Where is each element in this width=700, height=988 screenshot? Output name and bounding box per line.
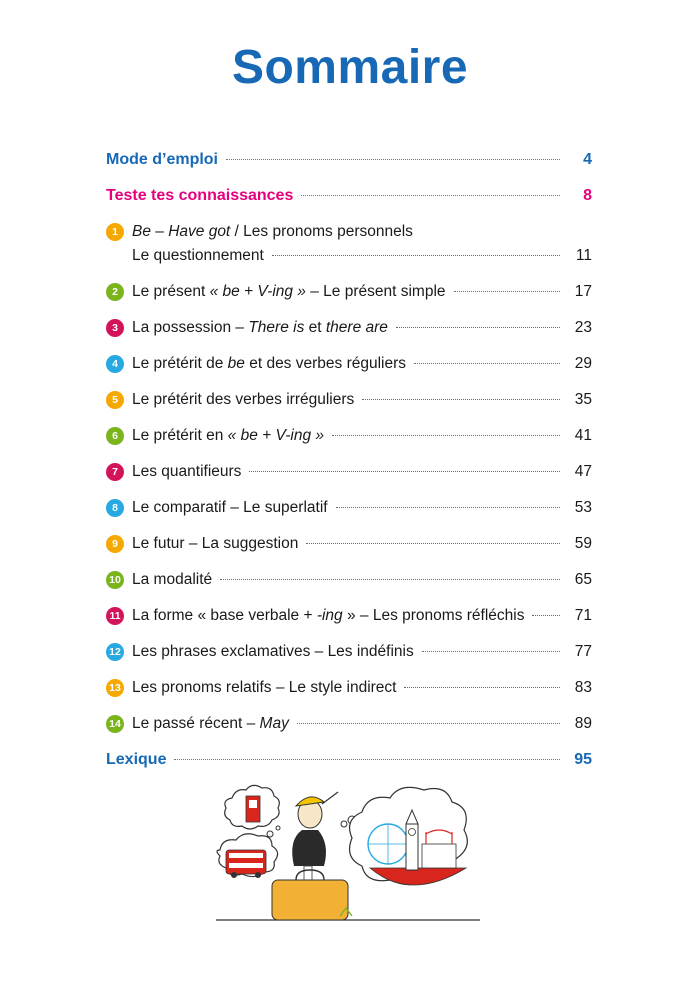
bus-window-lower [229,863,263,868]
label-part: La possession – [132,319,249,336]
thought-dot [267,831,273,837]
leader-dots [174,759,560,760]
toc-entry-chapter-2[interactable] [106,278,592,314]
toc-page: 41 [574,427,592,444]
toc-entry-chapter-10[interactable] [106,566,592,602]
toc-page: 11 [575,247,592,264]
toc-page: 8 [583,187,592,204]
toc-entry-lexique[interactable] [106,746,592,782]
toc-label: La modalité [132,571,213,588]
toc-label-line2: Le questionnement [132,247,264,264]
leader-dots [306,543,560,544]
toc-label-line2-row [132,242,592,278]
toc-label [132,710,289,738]
toc-entry-chapter-8[interactable] [106,494,592,530]
label-part: Have got [168,223,231,240]
toc-page: 23 [574,319,592,336]
leader-dots [414,363,560,364]
label-part: Le présent [132,283,210,300]
toc-entry-chapter-4[interactable] [106,350,592,386]
toc-entry-chapter-7[interactable] [106,458,592,494]
label-part: La forme « base verbale + [132,607,317,624]
toc-entry-teste[interactable] [106,182,592,218]
leader-dots [249,471,560,472]
toc-page: 47 [574,463,592,480]
label-part: Le prétérit en [132,427,228,444]
toc-entry-chapter-6[interactable] [106,422,592,458]
label-part: et des verbes réguliers [244,355,407,372]
leader-dots [297,723,560,724]
london-base [370,868,466,885]
label-part: et [304,319,326,336]
toc-entry-mode-emploi[interactable] [106,146,592,182]
label-part: « be + V-ing » [209,283,306,300]
toc-label: Les quantifieurs [132,463,242,480]
thought-dot [276,826,280,830]
label-part: -ing [316,607,343,624]
toc-label [132,278,446,306]
leader-dots [422,651,560,652]
big-ben-clock [409,829,416,836]
label-part: Be [132,223,151,240]
leader-dots [226,159,560,160]
toc-page: 71 [574,607,592,624]
toc-label: Les pronoms relatifs – Le style indirect [132,679,397,696]
chapter-badge: 1 [106,223,124,241]
leader-dots [396,327,560,328]
chapter-badge: 6 [106,427,124,445]
chapter-badge: 3 [106,319,124,337]
leader-dots [272,255,560,256]
toc-label: Les phrases exclamatives – Les indéfinis [132,643,414,660]
toc-label [132,602,524,630]
toc-entry-chapter-11[interactable] [106,602,592,638]
chapter-badge: 7 [106,463,124,481]
page-title: Sommaire [231,41,469,94]
label-part: May [259,715,289,732]
toc-label: Le comparatif – Le superlatif [132,499,328,516]
toc-page: 95 [574,751,592,768]
chapter-badge: 2 [106,283,124,301]
london-traveler-illustration [212,784,482,926]
chapter-badge: 14 [106,715,124,733]
toc-entry-chapter-3[interactable] [106,314,592,350]
toc-entry-chapter-12[interactable] [106,638,592,674]
leader-dots [362,399,560,400]
toc-label: Le futur – La suggestion [132,535,299,552]
toc-label [132,350,406,378]
parliament-icon [422,844,456,868]
bus-window-upper [229,853,263,858]
phone-box-window [249,800,257,808]
phone-box-icon [246,796,260,822]
suitcase [272,880,348,920]
leader-dots [454,291,560,292]
toc-page: 17 [574,283,592,300]
cap-brim [322,792,338,804]
chapter-badge: 11 [106,607,124,625]
toc-page: 65 [574,571,592,588]
chapter-badge: 12 [106,643,124,661]
toc-label: Le prétérit des verbes irréguliers [132,391,355,408]
toc-label: Lexique [106,751,167,768]
toc-page: 35 [574,391,592,408]
toc-label: Mode d’emploi [106,151,218,168]
leader-dots [336,507,560,508]
toc-entry-chapter-5[interactable] [106,386,592,422]
toc-entry-chapter-13[interactable] [106,674,592,710]
chapter-badge: 9 [106,535,124,553]
label-part: Le prétérit de [132,355,228,372]
leader-dots [404,687,560,688]
bus-wheel [255,872,261,878]
label-part: – Le présent simple [305,283,446,300]
chapter-badge: 4 [106,355,124,373]
label-part: / Les pronoms personnels [230,223,413,240]
chapter-badge: 13 [106,679,124,697]
label-part: « be + V-ing » [227,427,325,444]
toc-page: 83 [574,679,592,696]
toc-entry-chapter-14[interactable] [106,710,592,746]
leader-dots [532,615,560,616]
chapter-badge: 8 [106,499,124,517]
toc-page: 59 [574,535,592,552]
toc-page: 77 [574,643,592,660]
toc-label [132,314,388,342]
label-part: – [150,223,169,240]
toc-page: 53 [574,499,592,516]
toc-page: 4 [583,151,592,168]
chapter-badge: 10 [106,571,124,589]
toc-page: 29 [574,355,592,372]
toc-entry-chapter-1[interactable] [106,218,592,278]
leader-dots [301,195,560,196]
toc-page: 89 [574,715,592,732]
toc-label: Teste tes connaissances [106,187,294,204]
bus-wheel [231,872,237,878]
leader-dots [332,435,560,436]
leader-dots [220,579,560,580]
toc-label [132,422,324,450]
label-part: there are [325,319,388,336]
character-backpack [292,830,326,866]
chapter-badge: 5 [106,391,124,409]
thought-dot [341,821,347,827]
label-part: Le passé récent – [132,715,260,732]
label-part: be [227,355,245,372]
label-part: » – Les pronoms réfléchis [342,607,525,624]
toc-entry-chapter-9[interactable] [106,530,592,566]
label-part: There is [248,319,305,336]
